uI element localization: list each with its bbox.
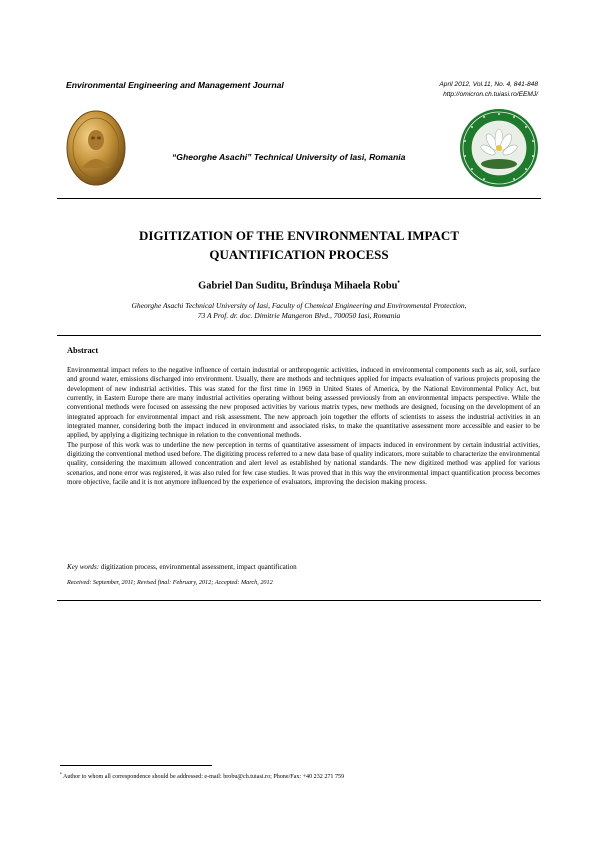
footnote — [60, 772, 344, 780]
corresponding-author-mark: • — [397, 278, 400, 286]
abstract-paragraph-2: The purpose of this work was to underline the new perception in terms of quantitative assessment of impacts induced in environment by certain industrial activities, digitizing the conventional method used before. The digitizing process referred to a new data base of quality indicators, more suitable to characterize the environmental quality, considering the maximum allowed concentration and alert level as established by national standards. The new digitized method was applied for various scenarios, and none error was registered, it was also ruled for few case studies. It was proved that in this way the environmental impact quantification process becomes more objective, facile and it is not anymore influenced by the experience of evaluators, improving the decision making process. — [67, 440, 540, 487]
abstract-paragraph-1: Environmental impact refers to the negative influence of certain industrial or anthropogenic activities, induced in environmental components such as air, soil, surface and ground water, emissions discharged into environment. Usually, there are methods and techniques applied for impacts evaluation of various projects proposing the development of new industrial activities. This was stated for the first time in 1969 in United States of America, by the National Environmental Policy Act, but currently, in Eastern Europe there are many industrial activities operating without being assessed previously from an environmental impacts perspective. While the conventional methods were focused on assessing the new proposed activities by various matrix types, new methods are designed, focusing on the development of an integrated approach for environmental impact and risk assessment. The new approach join together the efforts of scientists to assess the industrial activities in an integrated manner, considering both the impact induced in environment and associated risks, to make the quantitative assessment more accessible and easier to be applied, by applying a digitizing technique in relation to the conventional methods. — [67, 366, 540, 440]
affiliation-line-1: Gheorghe Asachi Technical University of Iasi, Faculty of Chemical Engineering and Environmental Protection, — [131, 301, 467, 310]
abstract-top-rule — [57, 335, 541, 336]
article-title — [60, 226, 538, 264]
abstract-heading: Abstract — [67, 346, 99, 355]
header-rule — [57, 198, 541, 199]
received-dates: Received: September, 2011; Revised final: February, 2012; Accepted: March, 2012 — [67, 579, 273, 586]
journal-name: Environmental Engineering and Management Journal — [66, 80, 284, 90]
abstract-bottom-rule — [57, 600, 541, 601]
title-line-2: QUANTIFICATION PROCESS — [209, 247, 389, 262]
gold-medal-portrait-logo — [66, 110, 126, 186]
journal-url[interactable]: http://omicron.ch.tuiasi.ro/EEMJ/ — [443, 91, 538, 98]
footnote-text: Author to whom all correspondence should be addressed: e-mail: brobu@ch.tuiasi.ro; Phone/Fax: +40 232 271 759 — [61, 774, 345, 781]
issue-info: April 2012, Vol.11, No. 4, 841-848 — [439, 81, 538, 88]
journal-meta — [439, 80, 538, 100]
keywords-text: digitization process, environmental assessment, impact quantification — [99, 563, 297, 571]
author-names: Gabriel Dan Suditu, Brînduşa Mihaela Robu — [198, 280, 398, 292]
abstract-body — [67, 366, 540, 487]
authors — [60, 278, 538, 291]
footnote-rule — [60, 765, 212, 766]
title-line-1: DIGITIZATION OF THE ENVIRONMENTAL IMPACT — [139, 228, 459, 243]
affiliation — [60, 301, 538, 321]
university-name: “Gheorghe Asachi” Technical University of Iasi, Romania — [172, 152, 406, 162]
water-lily-seal-logo — [458, 108, 540, 188]
keywords — [67, 563, 297, 571]
keywords-label: Key words: — [67, 563, 100, 571]
footnote-mark: • — [60, 772, 62, 777]
affiliation-line-2: 73 A Prof. dr. doc. Dimitrie Mangeron Blvd., 700050 Iasi, Romania — [197, 311, 401, 320]
